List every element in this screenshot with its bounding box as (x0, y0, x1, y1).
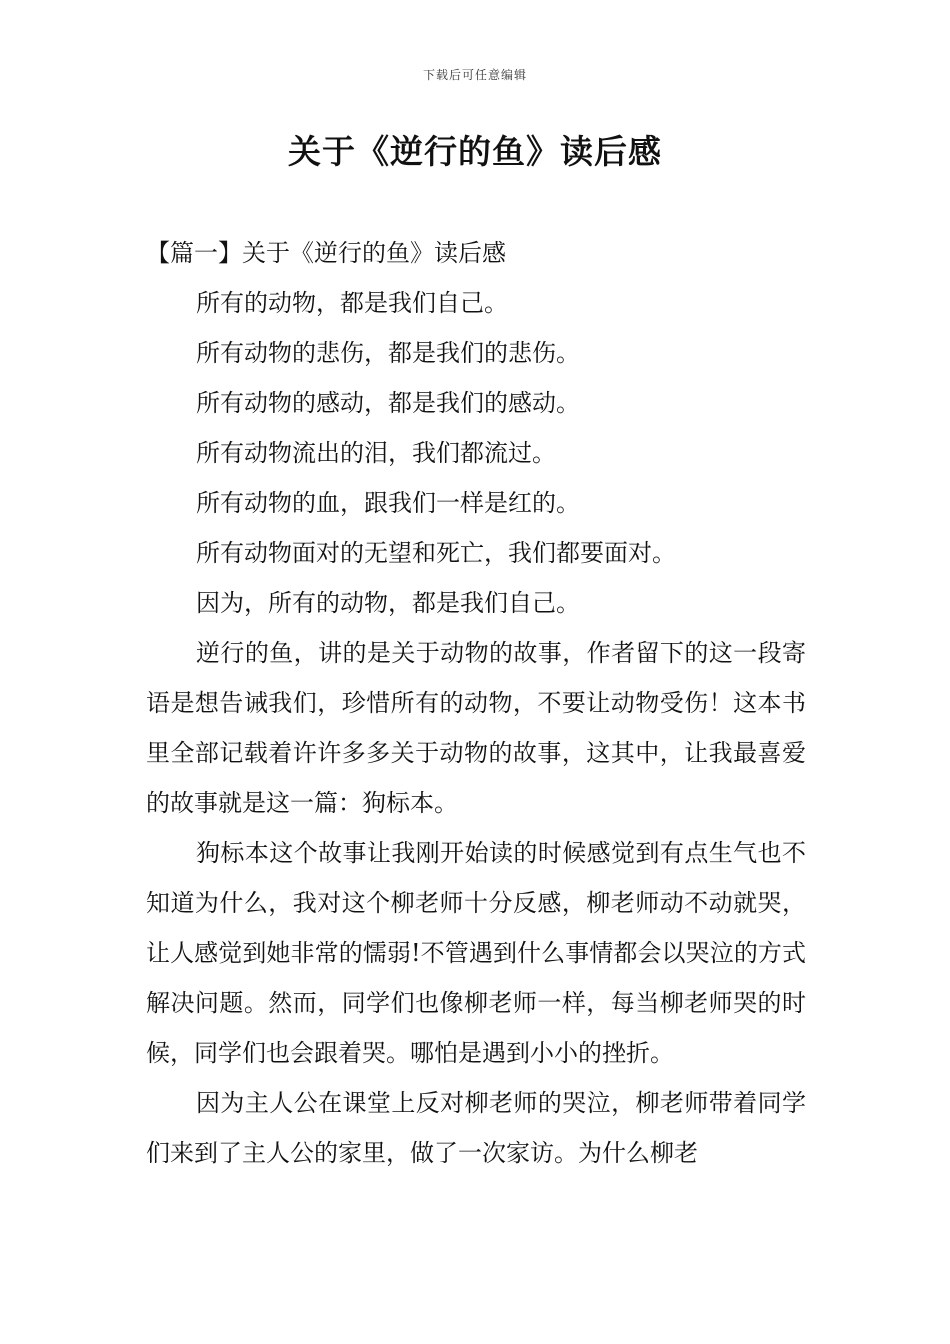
body-paragraph: 逆行的鱼，讲的是关于动物的故事，作者留下的这一段寄语是想告诫我们，珍惜所有的动物，不要让动物受伤！这本书里全部记载着许许多多关于动物的故事，这其中，让我最喜爱的故事就是这一篇：狗标本。 (146, 639, 806, 817)
poem-line: 所有动物流出的泪，我们都流过。 (196, 439, 556, 467)
body-paragraph: 因为主人公在课堂上反对柳老师的哭泣，柳老师带着同学们来到了主人公的家里，做了一次家访。为什么柳老 (146, 1089, 806, 1167)
poem-line: 所有动物面对的无望和死亡，我们都要面对。 (196, 539, 676, 567)
poem-line: 因为，所有的动物，都是我们自己。 (196, 589, 580, 617)
header-note: 下载后可任意编辑 (422, 68, 527, 82)
poem-line: 所有动物的感动，都是我们的感动。 (196, 389, 580, 417)
document-body (146, 228, 806, 1178)
document-title: 关于《逆行的鱼》读后感 (288, 132, 662, 171)
poem-line: 所有动物的血，跟我们一样是红的。 (196, 489, 580, 517)
poem-line: 所有的动物，都是我们自己。 (196, 289, 508, 317)
poem-line: 所有动物的悲伤，都是我们的悲伤。 (196, 339, 580, 367)
section-heading: 【篇一】关于《逆行的鱼》读后感 (146, 239, 506, 267)
body-paragraph: 狗标本这个故事让我刚开始读的时候感觉到有点生气也不知道为什么，我对这个柳老师十分反感，柳老师动不动就哭，让人感觉到她非常的懦弱!不管遇到什么事情都会以哭泣的方式解决问题。然而，同学们也像柳老师一样，每当柳老师哭的时候，同学们也会跟着哭。哪怕是遇到小小的挫折。 (146, 839, 806, 1067)
